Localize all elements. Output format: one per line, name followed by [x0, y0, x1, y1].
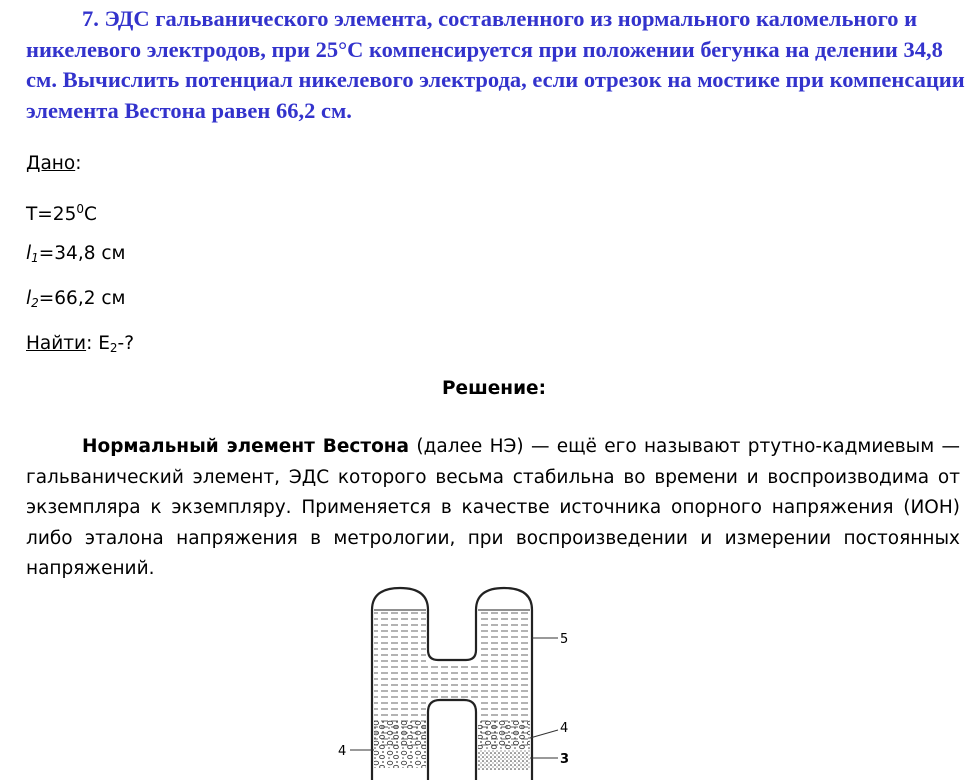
given-heading — [26, 153, 81, 175]
label-5: 5 — [560, 632, 569, 647]
l1-sub: 1 — [31, 251, 39, 265]
solution-term: Нормальный элемент Вестона — [82, 436, 410, 457]
l1-var: l — [26, 243, 32, 264]
label-4-left: 4 — [338, 744, 347, 759]
right-paste-layer — [478, 720, 530, 770]
given-temperature — [26, 198, 97, 226]
given-colon: : — [75, 153, 82, 174]
cell-inner-outline — [428, 700, 476, 780]
l1-value: =34,8 см — [38, 243, 126, 264]
solution-paragraph — [26, 432, 960, 585]
given-l1 — [26, 243, 125, 269]
given-label: Дано — [26, 153, 76, 174]
temp-unit: C — [83, 204, 97, 225]
l2-value: =66,2 см — [38, 288, 126, 309]
find-sub: 2 — [109, 341, 118, 355]
problem-text: 7. ЭДС гальванического элемента, составленного из нормального каломельного и никелевого электродов, при 25°С компенсируется при положении бегунка на делении 34,8 см. Вычислить потенциал никелевого электрода, если отрезок на мостике при компенсации элемента Вестона равен 66,2 см. — [26, 6, 965, 123]
find-line — [26, 333, 134, 359]
label-3: 3 — [560, 752, 570, 767]
problem-statement — [26, 4, 966, 126]
temp-degree: 0 — [76, 202, 84, 216]
solution-heading: Решение: — [442, 378, 546, 399]
given-l2 — [26, 288, 125, 314]
find-suffix: -? — [117, 333, 135, 354]
l2-sub: 2 — [31, 296, 39, 310]
find-var: E — [98, 333, 110, 354]
l2-var: l — [26, 288, 32, 309]
weston-cell-diagram — [330, 580, 590, 780]
left-paste-layer — [374, 720, 426, 768]
solution-text: (далее НЭ) — ещё его называют ртутно-кадмиевым — гальванический элемент, ЭДС которого весьма стабильна во времени и воспроизводима от экземпляра к экземпляру. Применяется в качестве источника опорного напряжения (ИОН) либо эталона напряжения в метрологии, при воспроизведении и измерении постоянных напряжений. — [26, 436, 960, 579]
temp-prefix: T=25 — [26, 204, 77, 225]
find-label: Найти — [26, 333, 87, 354]
find-colon: : — [86, 333, 99, 354]
label-4-right: 4 — [560, 721, 569, 736]
